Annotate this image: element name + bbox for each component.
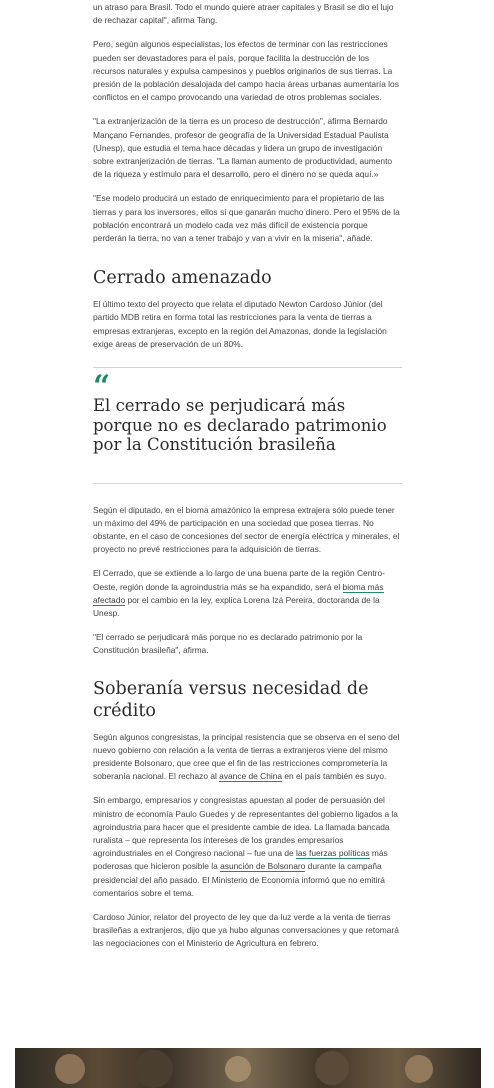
paragraph: un atraso para Brasil. Todo el mundo quiere atraer capitales y Brasil se dio el lujo de rechazar capital", afirma Tang. <box>93 2 394 26</box>
text-run: Según algunos congresistas, la principal resistencia que se observa en el seno del nuevo gobierno con relación a la venta de tierras a extranjeros viene del mismo presidente Bolsonaro, que cree que el fin de las restricciones comprometería la soberanía nacional. El rechazo al <box>93 731 400 782</box>
quote-icon: “ <box>93 369 111 405</box>
pull-quote <box>93 367 402 484</box>
link-asuncion-de-bolsonaro[interactable]: asunción de Bolsonaro <box>220 861 306 872</box>
section-heading-cerrado: Cerrado amenazado <box>93 268 272 289</box>
paragraph: El último texto del proyecto que relata el diputado Newton Cardoso Júnior (del partido MDB retira en forma total las restricciones para la venta de tierras a empresas extranjeras, excepto en la región del Amazonas, donde la legislación exige áreas de preservación de un 80%. <box>93 299 387 349</box>
text-run: por el cambio en la ley, explica Lorena Izá Pereira, doctoranda de la Unesp. <box>93 594 380 618</box>
paragraph <box>93 731 402 784</box>
paragraph <box>93 567 402 620</box>
link-bioma-mas-afectado[interactable]: bioma más afectado <box>93 581 384 605</box>
text-run: en el país también es suyo. <box>282 771 387 782</box>
section-heading-soberania: Soberanía versus necesidad de crédito <box>93 678 369 721</box>
paragraph: Cardoso Júnior, relator del proyecto de ley que da luz verde a la venta de tierras brasileñas a extranjeros, dijo que ya hubo algunas conversaciones y que retomará las negociaciones con el Ministerio de Agricultura en febrero. <box>93 912 399 949</box>
article-body <box>93 1 402 962</box>
pull-quote-text: El cerrado se perjudicará más porque no es declarado patrimonio por la Constitución brasileña <box>93 396 387 455</box>
paragraph: Según el diputado, en el bioma amazónico la empresa extrajera sólo puede tener un máximo del 49% de participación en una sociedad que posea tierras. No obstante, en el caso de concesiones del sector de energía eléctrica y minerales, el proyecto no prevé restricciones para la adquisición de tierras. <box>93 504 400 555</box>
paragraph: "El cerrado se perjudicará más porque no es declarado patrimonio por la Constitución brasileña", afirma. <box>93 632 363 656</box>
text-run: El Cerrado, que se extiende a lo largo de una buena parte de la región Centro-Oeste, región donde la agroindustria más se ha expandido, será el <box>93 568 385 592</box>
link-avance-de-china[interactable]: avance de China <box>219 771 283 782</box>
link-fuerzas-politicas[interactable]: las fuerzas políticas <box>296 848 370 859</box>
photo-detail <box>225 1056 251 1082</box>
paragraph: Pero, según algunos especialistas, los efectos de terminar con las restricciones pueden ser devastadores para el país, porque facilita la destrucción de los recursos naturales y expulsa campesinos y pueblos originarios de sus tierras. La presión de la población desalojada del campo hacia áreas urbanas aumentaría los conflictos en el campo provocando una variedad de otros problemas sociales. <box>93 39 399 103</box>
paragraph <box>93 794 402 900</box>
paragraph: "Ese modelo producirá un estado de enriquecimiento para el propietario de las tierras y para los inversores, ellos sí que ganarán mucho dinero. Pero el 95% de la población encontrará un modelo cada vez más difícil de existencia porque perderán la tierra, no van a tener trabajo y van a vivir en la miseria", añade. <box>93 193 400 244</box>
text-run: durante la campaña presidencial del año pasado. El Ministerio de Economía informó que no emitirá comentarios sobre el tema. <box>93 861 385 898</box>
photo-detail <box>135 1050 173 1088</box>
photo-detail <box>405 1055 433 1083</box>
article-photo <box>15 1048 481 1088</box>
text-run: más poderosas que hicieron posible la <box>93 848 388 872</box>
paragraph: "La extranjerización de la tierra es un proceso de destrucción", afirma Bernardo Mançano Fernandes, profesor de geografía de la Universidad Estadual Paulista (Unesp), que estudia el tema hace décadas y lidera un grupo de investigación sobre extranjerización de tierras. "La llaman aumento de productividad, aumento de la riqueza y estímulo para el desarrollo, pero el dinero no se queda aquí.» <box>93 116 393 180</box>
text-run: Sin embargo, empresarios y congresistas apuestan al poder de persuasión del ministro de economía Paulo Guedes y de representantes del gobierno ligados a la agroindustria para hacer que el presidente cambie de idea. La llamada bancada ruralista – que representa los intereses de los grandes empresarios agroindustriales en el Congreso nacional – fue una de <box>93 795 398 859</box>
